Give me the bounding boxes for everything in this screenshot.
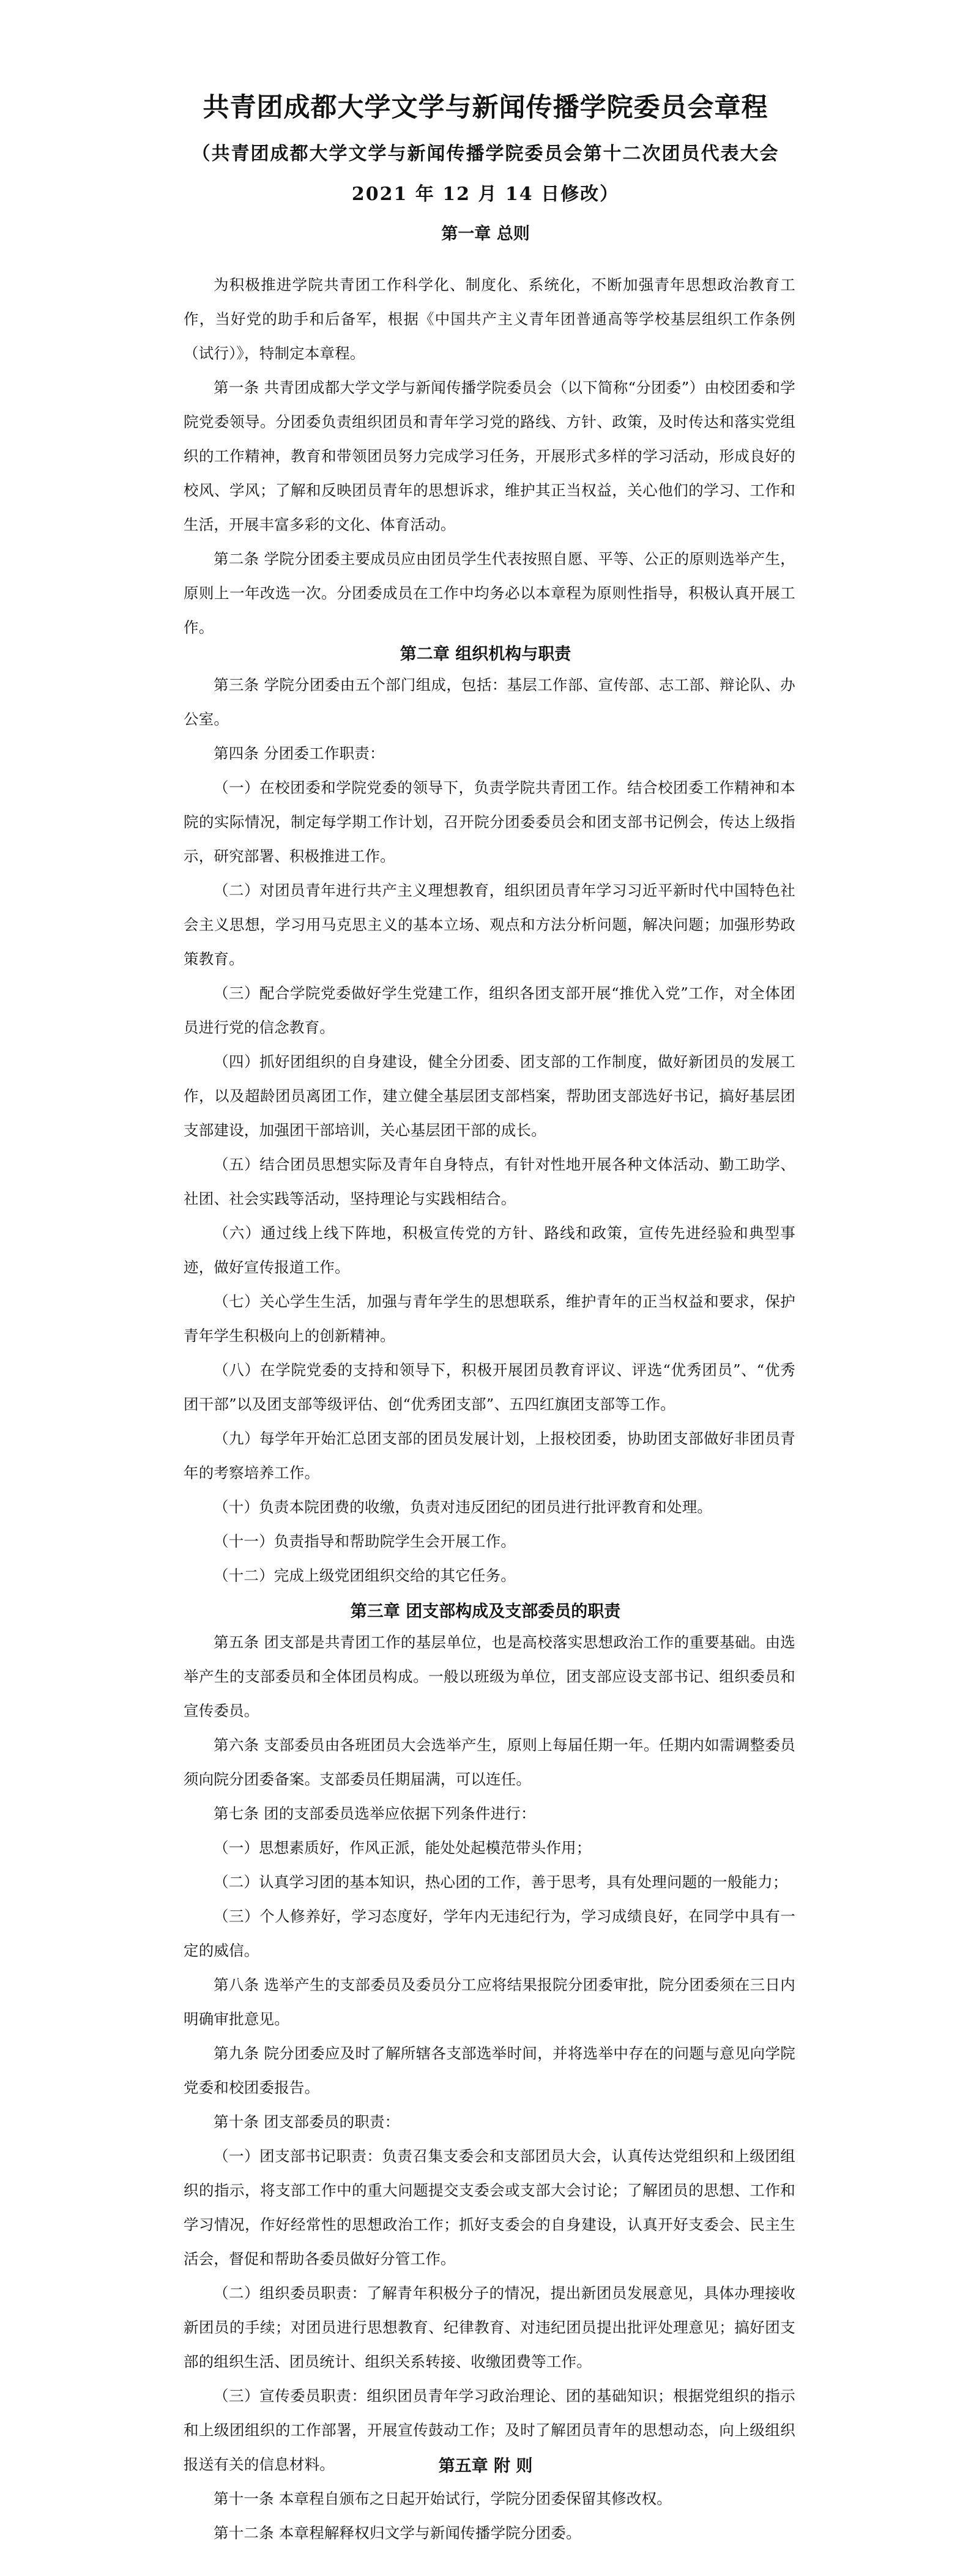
- article-6: 第六条 支部委员由各班团员大会选举产生，原则上每届任期一年。任期内如需调整委员须向院分团委备案。支部委员任期届满，可以连任。: [184, 1736, 795, 1788]
- chapter-1-paragraph: 为积极推进学院共青团工作科学化、制度化、系统化，不断加强青年思想政治教育工作，当好党的助手和后备军，根据《中国共产主义青年团普通高等学校基层组织工作条例（试行）》，特制定本章程。: [184, 276, 795, 362]
- article-5: 第五条 团支部是共青团工作的基层单位，也是高校落实思想政治工作的重要基础。由选举产生的支部委员和全体团员构成。一般以班级为单位，团支部应设支部书记、组织委员和宣传委员。: [184, 1633, 795, 1720]
- condition-item-3: （三）个人修养好，学习态度好，学年内无违纪行为，学习成绩良好，在同学中具有一定的威信。: [184, 1907, 795, 1959]
- duty-item-2: （二）对团员青年进行共产主义理想教育，组织团员青年学习习近平新时代中国特色社会主义思想，学习用马克思主义的基本立场、观点和方法分析问题，解决问题；加强形势政策教育。: [184, 882, 795, 968]
- duty-item-7: （七）关心学生生活，加强与青年学生的思想联系，维护青年的正当权益和要求，保护青年学生积极向上的创新精神。: [184, 1293, 795, 1345]
- document-title: 共青团成都大学文学与新闻传播学院委员会章程: [203, 92, 768, 123]
- article-7: 第七条 团的支部委员选举应依据下列条件进行：: [214, 1805, 536, 1822]
- article-12: 第十二条 本章程解释权归文学与新闻传播学院分团委。: [214, 2524, 581, 2542]
- organization-committee-duties: （二）组织委员职责：了解青年积极分子的情况，提出新团员发展意见，具体办理接收新团员的手续；对团员进行思想教育、纪律教育、对违纪团员提出批评处理意见；搞好团支部的组织生活、团员统计、组织关系转接、收缴团费等工作。: [184, 2284, 795, 2370]
- duty-item-5: （五）结合团员思想实际及青年自身特点，有针对性地开展各种文体活动、勤工助学、社团、社会实践等活动，坚持理论与实践相结合。: [184, 1156, 795, 1208]
- chapter-2-heading: 第二章 组织机构与职责: [400, 645, 571, 664]
- article-10: 第十条 团支部委员的职责：: [214, 2113, 400, 2131]
- document-subtitle-line2: 2021 年 12 月 14 日修改）: [351, 184, 620, 205]
- duty-item-1: （一）在校团委和学院党委的领导下，负责学院共青团工作。结合校团委工作精神和本院的实际情况，制定每学期工作计划，召开院分团委委员会和团支部书记例会，传达上级指示，研究部署、积极推进工作。: [184, 779, 795, 865]
- chapter-1-heading: 第一章 总则: [441, 225, 530, 243]
- duty-item-8: （八）在学院党委的支持和领导下，积极开展团员教育评议、评选“优秀团员”、“优秀团干部”以及团支部等级评估、创“优秀团支部”、五四红旗团支部等工作。: [184, 1361, 795, 1413]
- duty-item-11: （十一）负责指导和帮助院学生会开展工作。: [214, 1532, 516, 1550]
- article-11: 第十一条 本章程自颁布之日起开始试行，学院分团委保留其修改权。: [214, 2490, 672, 2507]
- duty-item-4: （四）抓好团组织的自身建设，健全分团委、团支部的工作制度，做好新团员的发展工作，以及超龄团员离团工作，建立健全基层团支部档案，帮助团支部选好书记，搞好基层团支部建设，加强团干部培训，关心基层团干部的成长。: [184, 1053, 795, 1139]
- article-3: 第三条 学院分团委由五个部门组成，包括：基层工作部、宣传部、志工部、辩论队、办公室。: [184, 676, 795, 728]
- condition-item-1: （一）思想素质好，作风正派，能处处起模范带头作用；: [214, 1839, 592, 1857]
- article-8: 第八条 选举产生的支部委员及委员分工应将结果报院分团委审批，院分团委须在三日内明确审批意见。: [184, 1976, 795, 2028]
- duty-item-3: （三）配合学院党委做好学生党建工作，组织各团支部开展“推优入党”工作，对全体团员进行党的信念教育。: [184, 984, 795, 1036]
- document-subtitle-line1: （共青团成都大学文学与新闻传播学院委员会第十二次团员代表大会: [192, 143, 779, 165]
- duty-item-9: （九）每学年开始汇总团支部的团员发展计划，上报校团委，协助团支部做好非团员青年的考察培养工作。: [184, 1430, 795, 1482]
- chapter-3-heading: 第三章 团支部构成及支部委员的职责: [350, 1602, 621, 1621]
- duty-item-12: （十二）完成上级党团组织交给的其它任务。: [214, 1567, 516, 1584]
- chapter-5-heading: 第五章 附 则: [438, 2457, 533, 2476]
- duty-item-6: （六）通过线上线下阵地，积极宣传党的方针、路线和政策，宣传先进经验和典型事迹，做好宣传报道工作。: [184, 1224, 795, 1276]
- article-4: 第四条 分团委工作职责：: [214, 744, 385, 762]
- article-9: 第九条 院分团委应及时了解所辖各支部选举时间，并将选举中存在的问题与意见向学院党委和校团委报告。: [184, 2044, 795, 2096]
- condition-item-2: （二）认真学习团的基本知识，热心团的工作，善于思考，具有处理问题的一般能力；: [214, 1873, 788, 1891]
- secretary-duties: （一）团支部书记职责：负责召集支委会和支部团员大会，认真传达党组织和上级团组织的指示，将支部工作中的重大问题提交支委会或支部大会讨论；了解团员的思想、工作和学习情况，作好经常性的思想政治工作；抓好支委会的自身建设，认真开好支委会、民主生活会，督促和帮助各委员做好分管工作。: [184, 2147, 795, 2268]
- article-1: 第一条 共青团成都大学文学与新闻传播学院委员会（以下简称“分团委”）由校团委和学院党委领导。分团委负责组织团员和青年学习党的路线、方针、政策，及时传达和落实党组织的工作精神，教育和带领团员努力完成学习任务，开展形式多样的学习活动，形成良好的校风、学风；了解和反映团员青年的思想诉求，维护其正当权益，关心他们的学习、工作和生活，开展丰富多彩的文化、体育活动。: [184, 379, 795, 533]
- publicity-committee-duties: （三）宣传委员职责：组织团员青年学习政治理论、团的基础知识；根据党组织的指示和上级团组织的工作部署，开展宣传鼓动工作；及时了解团员青年的思想动态，向上级组织报送有关的信息材料。: [184, 2387, 795, 2473]
- article-2: 第二条 学院分团委主要成员应由团员学生代表按照自愿、平等、公正的原则选举产生，原则上一年改选一次。分团委成员在工作中均务必以本章程为原则性指导，积极认真开展工作。: [184, 550, 795, 636]
- duty-item-10: （十）负责本院团费的收缴，负责对违反团纪的团员进行批评教育和处理。: [214, 1498, 713, 1516]
